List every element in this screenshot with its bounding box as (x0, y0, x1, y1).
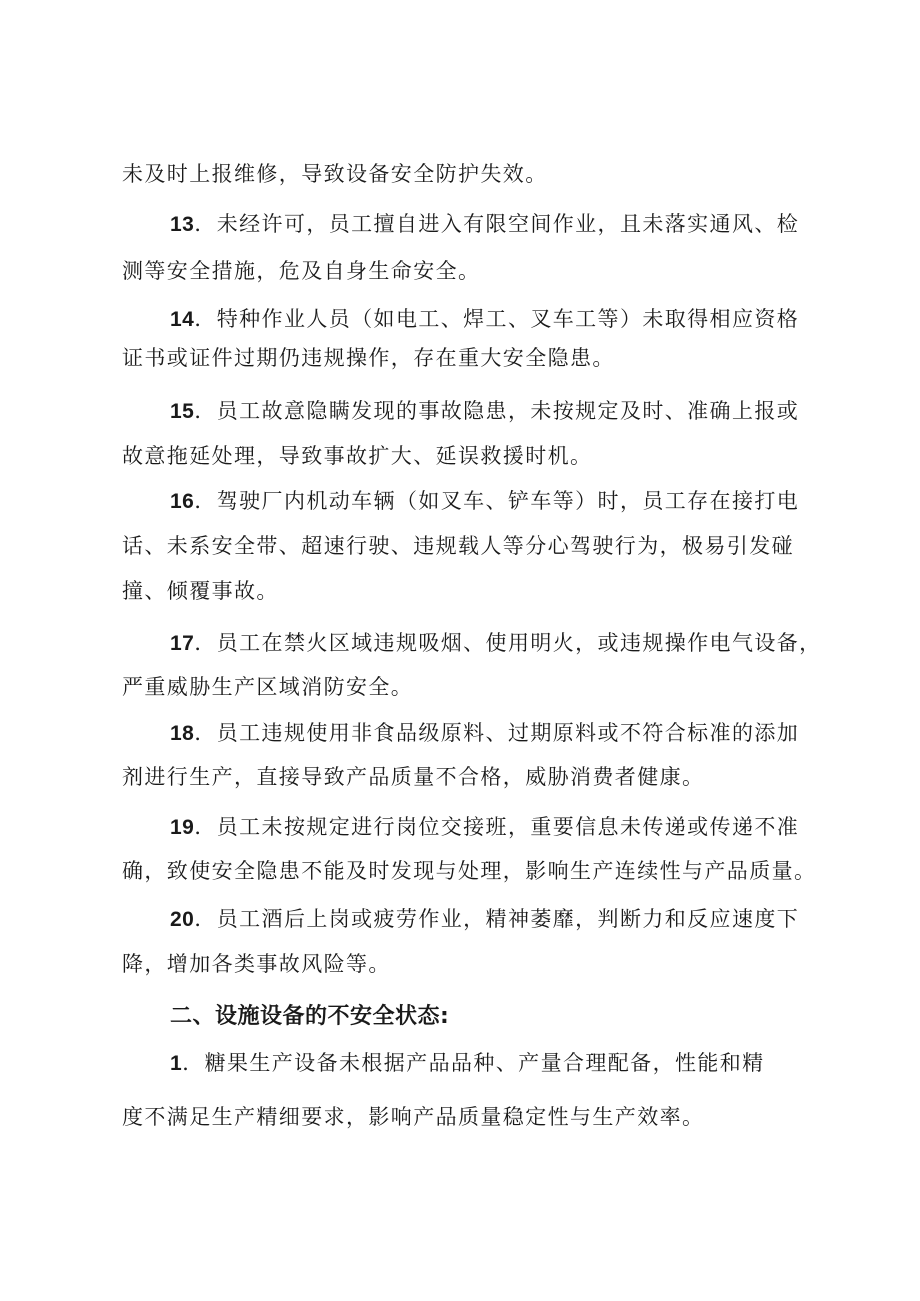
text-line-1: 未及时上报维修，导致设备安全防护失效。 (122, 162, 548, 186)
item-1 (170, 1049, 765, 1078)
text-line: 撞、倾覆事故。 (122, 579, 279, 603)
text-line: 度不满足生产精细要求，影响产品质量稳定性与生产效率。 (122, 1105, 705, 1129)
text-line: 测等安全措施，危及自身生命安全。 (122, 259, 481, 283)
item-number: 14 (170, 308, 195, 331)
item-15 (170, 397, 799, 426)
item-text: ．员工酒后上岗或疲劳作业，精神萎靡，判断力和反应速度下 (194, 907, 800, 931)
item-text: ．员工在禁火区域违规吸烟、使用明火，或违规操作电气设备， (194, 631, 822, 655)
item-text: ．员工未按规定进行岗位交接班，重要信息未传递或传递不准 (194, 815, 800, 839)
item-19 (170, 813, 799, 842)
item-number: 13 (170, 213, 195, 236)
text-line: 严重威胁生产区域消防安全。 (122, 675, 414, 699)
item-17 (170, 629, 822, 658)
item-number: 17 (170, 632, 195, 655)
item-16 (170, 487, 799, 516)
item-number: 19 (170, 816, 195, 839)
section-heading: 二、设施设备的不安全状态: (170, 1004, 450, 1029)
item-text: ．未经许可，员工擅自进入有限空间作业，且未落实通风、检 (194, 212, 800, 236)
text-line: 剂进行生产，直接导致产品质量不合格，威胁消费者健康。 (122, 765, 705, 789)
text-line: 确，致使安全隐患不能及时发现与处理，影响生产连续性与产品质量。 (122, 859, 817, 883)
item-20 (170, 905, 799, 934)
item-number: 1 (170, 1052, 183, 1075)
item-14 (170, 305, 799, 334)
item-text: ．特种作业人员（如电工、焊工、叉车工等）未取得相应资格 (194, 307, 800, 331)
item-number: 16 (170, 490, 195, 513)
item-13 (170, 210, 799, 239)
text-line: 话、未系安全带、超速行驶、违规载人等分心驾驶行为，极易引发碰 (122, 534, 794, 558)
text-line: 降，增加各类事故风险等。 (122, 952, 391, 976)
item-18 (170, 719, 799, 748)
text-line: 故意拖延处理，导致事故扩大、延误救援时机。 (122, 444, 593, 468)
item-number: 20 (170, 908, 195, 931)
item-text: ．糖果生产设备未根据产品品种、产量合理配备，性能和精 (182, 1051, 765, 1075)
item-text: ．驾驶厂内机动车辆（如叉车、铲车等）时，员工存在接打电 (194, 489, 800, 513)
item-number: 18 (170, 722, 195, 745)
text-line: 证书或证件过期仍违规操作，存在重大安全隐患。 (122, 346, 615, 370)
item-text: ．员工故意隐瞒发现的事故隐患，未按规定及时、准确上报或 (194, 399, 800, 423)
item-text: ．员工违规使用非食品级原料、过期原料或不符合标准的添加 (194, 721, 800, 745)
item-number: 15 (170, 400, 195, 423)
